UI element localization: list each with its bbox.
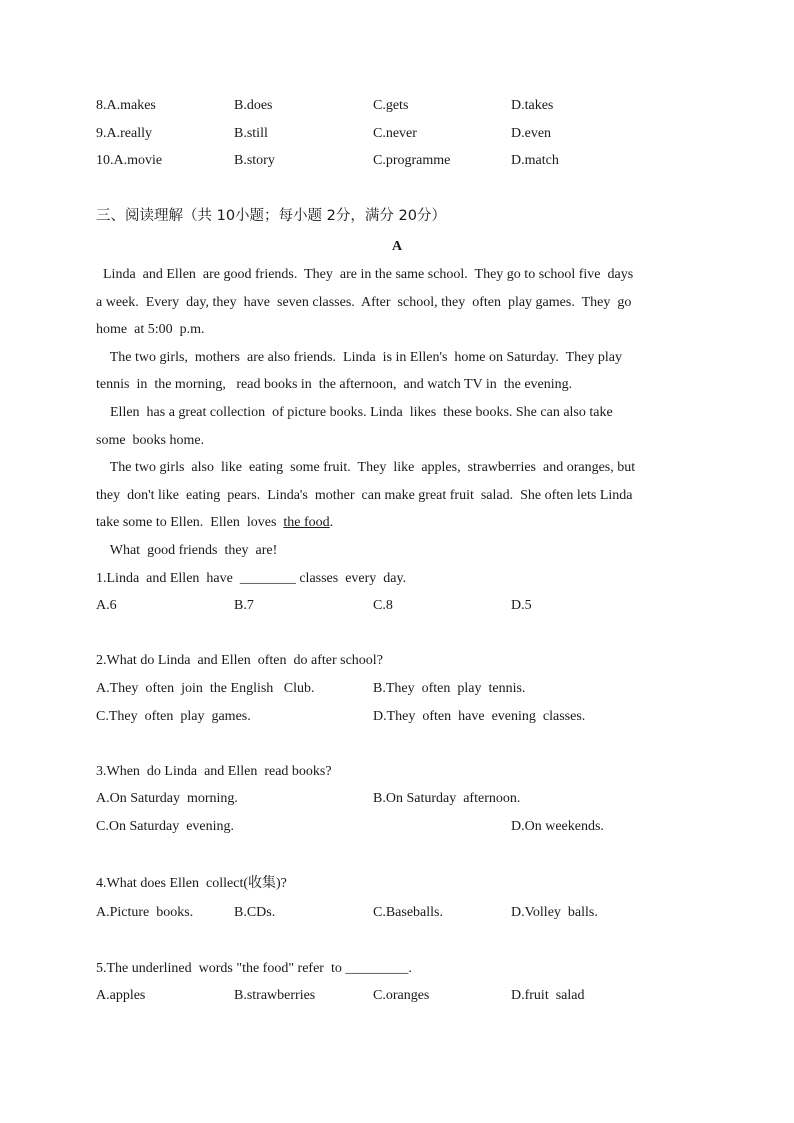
option-8a: 8.A.makes [96,98,156,113]
option-c: C.8 [373,598,393,613]
option-a: A.6 [96,598,117,613]
question-stem: 1.Linda and Ellen have ________ classes every day. [96,571,407,586]
question-stem: 2.What do Linda and Ellen often do after school? [96,653,383,668]
passage-line: The two girls, mothers are also friends. Linda is in Ellen's home on Saturday. They play [96,350,622,365]
option-10d: D.match [511,153,559,168]
option-d: D.They often have evening classes. [373,709,586,724]
passage-label: A [391,239,403,254]
option-a: A.Picture books. [96,905,194,920]
passage-line: Linda and Ellen are good friends. They are in the same school. They go to school five days [96,267,634,282]
option-a: A.They often join the English Club. [96,681,315,696]
passage-text: . [329,515,334,530]
option-9c: C.never [373,126,417,141]
option-b: B.They often play tennis. [373,681,526,696]
option-9d: D.even [511,126,552,141]
option-10a: 10.A.movie [96,153,163,168]
option-9b: B.still [234,126,268,141]
option-d: D.5 [511,598,532,613]
option-d: D.Volley balls. [511,905,598,920]
passage-line: Ellen has a great collection of picture books. Linda likes these books. She can also take [96,405,613,420]
question-stem: 4.What does Ellen collect(收集)? [96,876,287,891]
option-b: B.strawberries [234,988,316,1003]
passage-text: take some to Ellen. Ellen loves [96,515,284,530]
question-stem: 3.When do Linda and Ellen read books? [96,764,332,779]
passage-line: tennis in the morning, read books in the afternoon, and watch TV in the evening. [96,377,573,392]
option-8b: B.does [234,98,273,113]
option-d: D.On weekends. [511,819,604,834]
passage-line: a week. Every day, they have seven classes. After school, they often play games. They go [96,295,632,310]
option-b: B.7 [234,598,254,613]
section-title: 三、阅读理解（共 10小题；每小题 2分，满分 20分） [96,208,446,224]
option-9a: 9.A.really [96,126,152,141]
option-c: C.oranges [373,988,430,1003]
option-8c: C.gets [373,98,409,113]
option-a: A.On Saturday morning. [96,791,238,806]
option-10b: B.story [234,153,275,168]
passage-line [96,514,696,532]
passage-line: they don't like eating pears. Linda's mother can make great fruit salad. She often lets Linda [96,488,633,503]
passage-line: some books home. [96,433,205,448]
option-d: D.fruit salad [511,988,585,1003]
option-a: A.apples [96,988,146,1003]
option-10c: C.programme [373,153,451,168]
underlined-phrase: the food [283,515,330,530]
option-b: B.CDs. [234,905,276,920]
option-c: C.They often play games. [96,709,251,724]
option-8d: D.takes [511,98,554,113]
passage-line: What good friends they are! [96,543,278,558]
option-b: B.On Saturday afternoon. [373,791,521,806]
question-stem: 5.The underlined words "the food" refer to _________. [96,961,412,976]
option-c: C.Baseballs. [373,905,443,920]
passage-line: home at 5:00 p.m. [96,322,205,337]
passage-line: The two girls also like eating some fruit. They like apples, strawberries and oranges, but [96,460,636,475]
option-c: C.On Saturday evening. [96,819,235,834]
